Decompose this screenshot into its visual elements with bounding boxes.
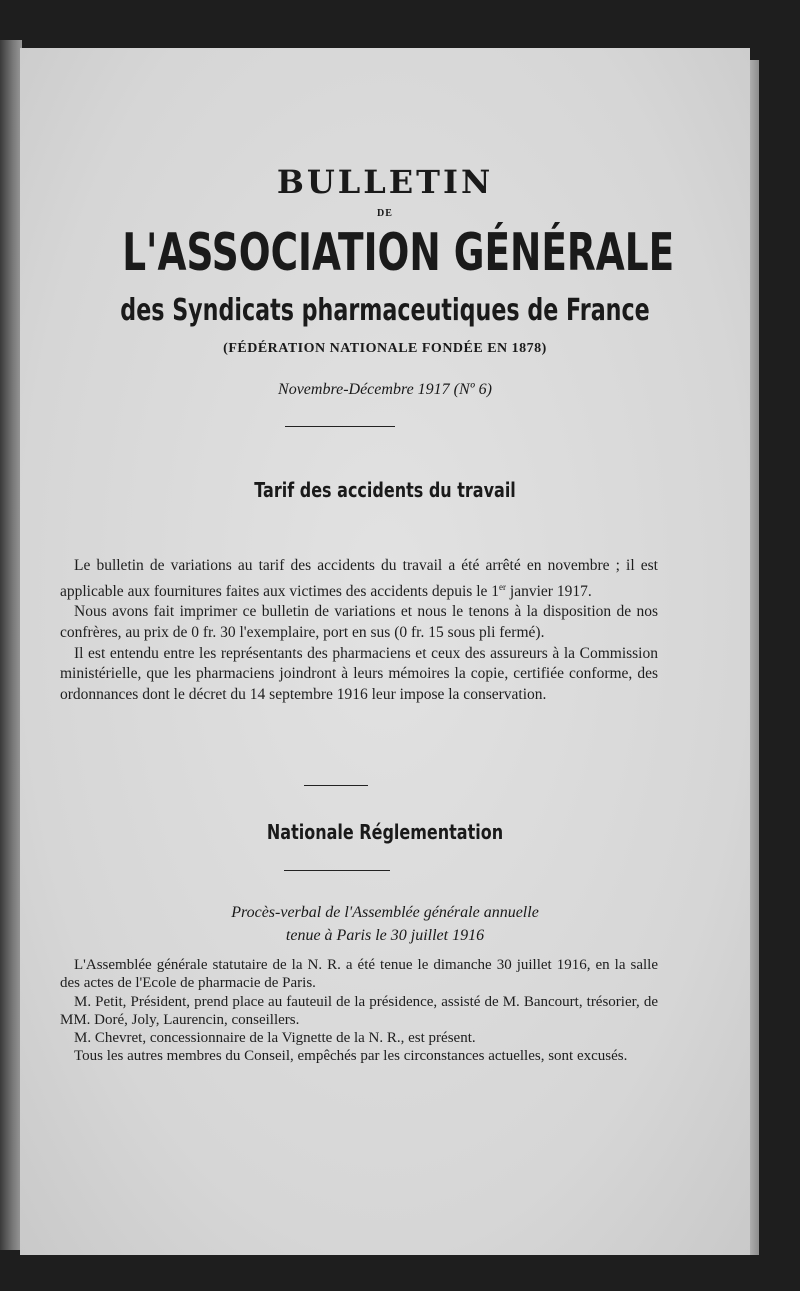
section-title-reglementation: Nationale Réglementation	[266, 820, 504, 844]
issue-date: Novembre-Décembre 1917 (Nº 6)	[278, 381, 492, 398]
paragraph: Nous avons fait imprimer ce bulletin de variations et nous le tenons à la disposition de nos confrères, au prix de 0 fr. 30 l'exemplaire, port en sus (0 fr. 15 sous pli fermé).	[60, 603, 658, 641]
scan-binding-edge	[0, 40, 22, 1250]
divider-rule	[285, 426, 395, 427]
bulletin-heading: BULLETIN	[276, 163, 494, 201]
proces-verbal-line2: tenue à Paris le 30 juillet 1916	[285, 927, 485, 944]
proces-verbal-line1: Procès-verbal de l'Assemblée générale annuelle	[231, 904, 539, 921]
federation-line: (FÉDÉRATION NATIONALE FONDÉE EN 1878)	[223, 341, 547, 356]
document-page	[20, 48, 750, 1255]
paragraph: M. Petit, Président, prend place au fauteuil de la présidence, assisté de M. Bancourt, trésorier, de MM. Doré, Joly, Laurencin, conseillers.	[60, 993, 658, 1028]
section-title-tarif: Tarif des accidents du travail	[254, 478, 516, 502]
paragraph: L'Assemblée générale statutaire de la N. R. a été tenue le dimanche 30 juillet 1916, en la salle des actes de l'Ecole de pharmacie de Paris.	[60, 957, 658, 992]
paragraph: Il est entendu entre les représentants des pharmaciens et ceux des assureurs à la Commission ministérielle, que les pharmaciens joindront à leurs mémoires la copie, certifiée conforme, des ordonnances dont le décret du 14 septembre 1916 leur impose la conservation.	[60, 644, 658, 703]
divider-rule	[304, 785, 368, 786]
syndicats-subtitle: des Syndicats pharmaceutiques de France	[120, 293, 650, 328]
section-body-tarif	[60, 556, 658, 705]
section-body-reglementation	[60, 956, 658, 1066]
paragraph: M. Chevret, concessionnaire de la Vignette de la N. R., est présent.	[74, 1030, 476, 1047]
association-title: L'ASSOCIATION GÉNÉRALE	[122, 223, 675, 283]
paragraph: Le bulletin de variations au tarif des accidents du travail a été arrêté en novembre ; il est applicable aux fournitures faites aux victimes des accidents depuis le 1er janvier 1917.	[60, 557, 658, 600]
paragraph: Tous les autres membres du Conseil, empêchés par les circonstances actuelles, sont excusés.	[74, 1048, 628, 1065]
de-label: DE	[377, 208, 393, 219]
divider-rule	[284, 870, 390, 871]
